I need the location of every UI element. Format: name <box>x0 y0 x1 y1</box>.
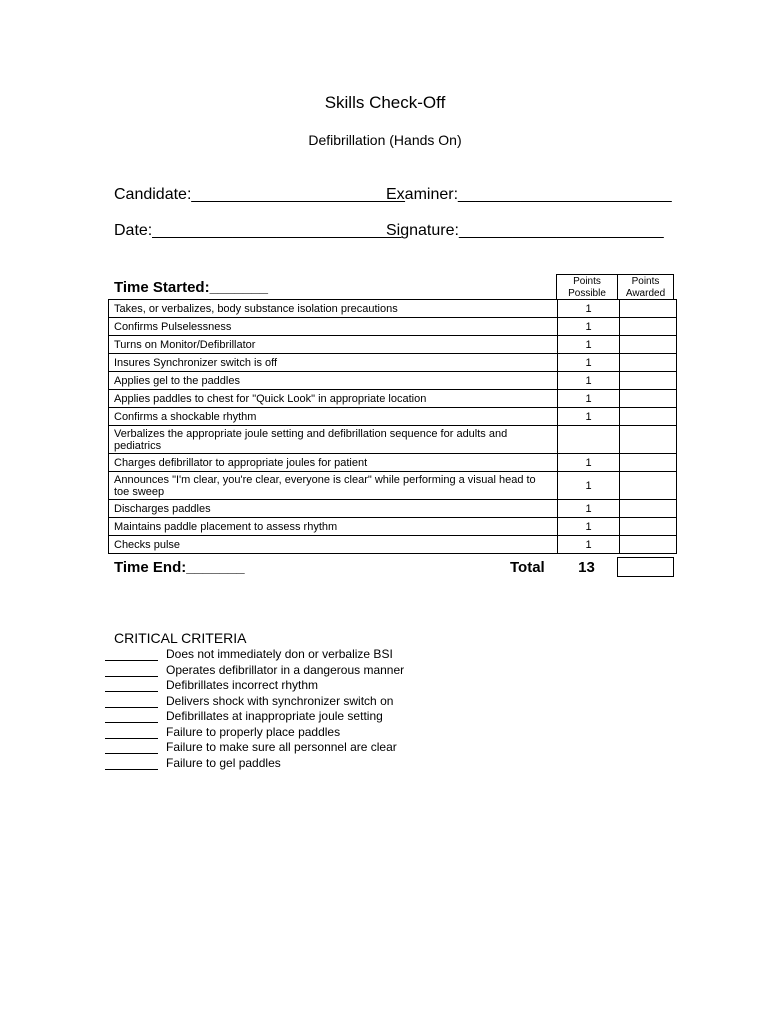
table-row <box>109 336 677 354</box>
item-description: Discharges paddles <box>109 500 558 518</box>
points-possible-cell: 1 <box>558 390 620 408</box>
critical-criteria-text: Defibrillates incorrect rhythm <box>166 678 319 692</box>
time-end-field[interactable]: Time End:_______ <box>114 559 245 576</box>
total-points-awarded-box[interactable] <box>617 557 674 577</box>
points-possible-cell: 1 <box>558 336 620 354</box>
total-points-possible: 13 <box>578 559 595 576</box>
table-row <box>109 354 677 372</box>
critical-criteria-blank[interactable] <box>105 660 158 661</box>
table-row <box>109 318 677 336</box>
points-possible-header-line2: Possible <box>568 288 606 299</box>
critical-criteria-text: Does not immediately don or verbalize BSI <box>166 647 393 661</box>
item-description: Maintains paddle placement to assess rhythm <box>109 518 558 536</box>
points-awarded-cell[interactable] <box>620 318 677 336</box>
table-row <box>109 454 677 472</box>
table-row <box>109 300 677 318</box>
time-started-field[interactable]: Time Started:_______ <box>114 279 268 296</box>
points-possible-cell: 1 <box>558 408 620 426</box>
points-possible-header <box>556 274 618 299</box>
critical-criteria-text: Failure to make sure all personnel are clear <box>166 740 397 754</box>
total-label: Total <box>510 559 545 576</box>
points-awarded-cell[interactable] <box>620 536 677 554</box>
critical-criteria-blank[interactable] <box>105 738 158 739</box>
points-awarded-cell[interactable] <box>620 426 677 454</box>
critical-criteria-blank[interactable] <box>105 722 158 723</box>
page-title: Skills Check-Off <box>324 93 446 112</box>
item-description: Takes, or verbalizes, body substance isolation precautions <box>109 300 558 318</box>
points-possible-cell: 1 <box>558 318 620 336</box>
page-subtitle: Defibrillation (Hands On) <box>308 132 462 148</box>
item-description: Applies paddles to chest for "Quick Look" in appropriate location <box>109 390 558 408</box>
item-description: Checks pulse <box>109 536 558 554</box>
critical-criteria-blank[interactable] <box>105 753 158 754</box>
critical-criteria-text: Defibrillates at inappropriate joule setting <box>166 709 383 723</box>
points-possible-cell: 1 <box>558 536 620 554</box>
points-possible-cell: 1 <box>558 300 620 318</box>
critical-criteria-blank[interactable] <box>105 676 158 677</box>
item-description: Insures Synchronizer switch is off <box>109 354 558 372</box>
points-awarded-header <box>617 274 674 299</box>
critical-criteria-text: Delivers shock with synchronizer switch on <box>166 693 394 708</box>
examiner-field[interactable]: Examiner:________________________ <box>386 186 672 203</box>
critical-criteria-text: Failure to gel paddles <box>166 755 281 770</box>
item-description: Confirms Pulselessness <box>109 318 558 336</box>
table-row <box>109 372 677 390</box>
points-possible-cell: 1 <box>558 500 620 518</box>
points-awarded-cell[interactable] <box>620 372 677 390</box>
points-awarded-cell[interactable] <box>620 454 677 472</box>
points-possible-cell: 1 <box>558 454 620 472</box>
points-awarded-cell[interactable] <box>620 500 677 518</box>
points-possible-cell: 1 <box>558 372 620 390</box>
item-description: Announces "I'm clear, you're clear, everyone is clear" while performing a visual head to toe sweep <box>109 472 558 500</box>
points-awarded-header-line1: Points <box>631 276 660 287</box>
points-possible-header-line1: Points <box>573 276 601 287</box>
critical-criteria-blank[interactable] <box>105 769 158 770</box>
table-row <box>109 472 677 500</box>
item-description: Charges defibrillator to appropriate joules for patient <box>109 454 558 472</box>
points-possible-cell: 1 <box>558 354 620 372</box>
skills-checklist-table <box>108 299 677 554</box>
candidate-field[interactable]: Candidate:________________________ <box>114 186 405 203</box>
item-description: Turns on Monitor/Defibrillator <box>109 336 558 354</box>
table-row <box>109 408 677 426</box>
signature-field[interactable]: Signature:_______________________ <box>386 222 664 239</box>
item-description: Applies gel to the paddles <box>109 372 558 390</box>
points-awarded-cell[interactable] <box>620 472 677 500</box>
critical-criteria-blank[interactable] <box>105 691 158 692</box>
table-row <box>109 426 677 454</box>
points-awarded-cell[interactable] <box>620 300 677 318</box>
table-row <box>109 518 677 536</box>
item-description: Confirms a shockable rhythm <box>109 408 558 426</box>
item-description: Verbalizes the appropriate joule setting and defibrillation sequence for adults and pediatrics <box>109 426 558 454</box>
points-awarded-cell[interactable] <box>620 518 677 536</box>
points-awarded-header-line2: Awarded <box>625 288 666 299</box>
critical-criteria-heading: CRITICAL CRITERIA <box>114 630 247 646</box>
critical-criteria-text: Operates defibrillator in a dangerous manner <box>166 662 405 677</box>
points-awarded-cell[interactable] <box>620 336 677 354</box>
critical-criteria-blank[interactable] <box>105 707 158 708</box>
points-awarded-cell[interactable] <box>620 354 677 372</box>
table-row <box>109 536 677 554</box>
critical-criteria-text: Failure to properly place paddles <box>166 724 341 739</box>
table-row <box>109 390 677 408</box>
date-field[interactable]: Date:____________________________ <box>114 222 402 239</box>
points-possible-cell: 1 <box>558 518 620 536</box>
points-possible-cell: 1 <box>558 472 620 500</box>
table-row <box>109 500 677 518</box>
points-possible-cell <box>558 426 620 454</box>
points-awarded-cell[interactable] <box>620 408 677 426</box>
points-awarded-cell[interactable] <box>620 390 677 408</box>
